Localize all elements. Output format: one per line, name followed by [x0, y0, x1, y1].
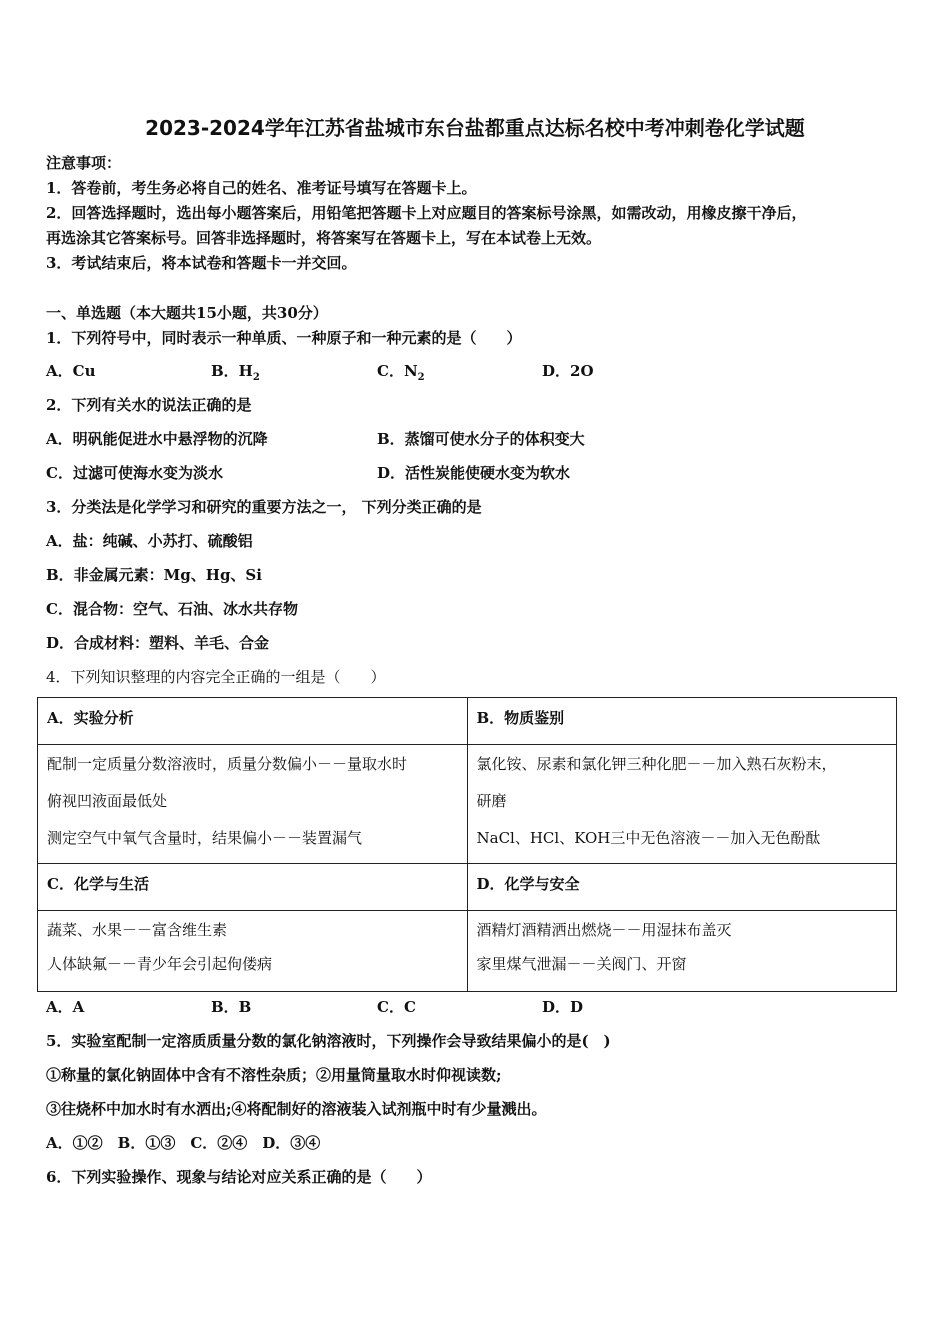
table-cell-d: [467, 911, 897, 992]
table-header-b: B．物质鉴别: [467, 698, 897, 745]
q2-option-a: A．明矾能促进水中悬浮物的沉降: [46, 430, 268, 448]
q5-statement-1: ①称量的氯化钠固体中含有不溶性杂质；②用量筒量取水时仰视读数;: [46, 1066, 502, 1084]
q2-option-b: B．蒸馏可使水分子的体积变大: [377, 430, 585, 448]
q2-option-c: C．过滤可使海水变为淡水: [46, 464, 223, 482]
table-header-a: A．实验分析: [38, 698, 468, 745]
note-3: 3．考试结束后，将本试卷和答题卡一并交回。: [46, 254, 357, 272]
note-2-cont: 再选涂其它答案标号。回答非选择题时，将答案写在答题卡上，写在本试卷上无效。: [46, 229, 602, 247]
q4-option-c: C．C: [377, 998, 416, 1016]
cell-a-line-1: 配制一定质量分数溶液时，质量分数偏小－－量取水时: [47, 755, 408, 773]
cell-d-line-2: 家里煤气泄漏－－关阀门、开窗: [476, 955, 687, 973]
question-1-stem: 1．下列符号中，同时表示一种单质、一种原子和一种元素的是（ ）: [46, 329, 522, 347]
q4-option-d: D．D: [542, 998, 584, 1016]
q3-option-d: D．合成材料：塑料、羊毛、合金: [46, 634, 270, 652]
page-title: 2023-2024学年江苏省盐城市东台盐都重点达标名校中考冲刺卷化学试题: [145, 116, 805, 140]
q3-option-c: C．混合物：空气、石油、冰水共存物: [46, 600, 298, 618]
table-header-d: D．化学与安全: [467, 864, 897, 911]
notes-heading: 注意事项：: [46, 154, 122, 172]
q1-option-b: B．$H_2$: [211, 362, 260, 383]
q2-option-d: D．活性炭能使硬水变为软水: [377, 464, 571, 482]
question-6-stem: 6．下列实验操作、现象与结论对应关系正确的是（ ）: [46, 1168, 432, 1186]
q3-option-a: A．盐：纯碱、小苏打、硫酸铝: [46, 532, 253, 550]
q4-option-b: B．B: [211, 998, 252, 1016]
q3-option-b: B．非金属元素：Mg、Hg、Si: [46, 566, 262, 584]
question-3-stem: 3．分类法是化学学习和研究的重要方法之一， 下列分类正确的是: [46, 498, 482, 516]
table-header-c: C．化学与生活: [38, 864, 468, 911]
table-cell-a: [38, 745, 468, 864]
cell-a-line-3: 测定空气中氧气含量时，结果偏小－－装置漏气: [47, 829, 363, 847]
q1-option-d: D．2O: [542, 362, 594, 380]
question-5-stem: 5．实验室配制一定溶质质量分数的氯化钠溶液时，下列操作会导致结果偏小的是( ): [46, 1032, 611, 1050]
cell-b-line-1: 氯化铵、尿素和氯化钾三种化肥－－加入熟石灰粉末，: [476, 755, 837, 773]
cell-a-line-2: 俯视凹液面最低处: [47, 792, 168, 810]
table-cell-c: [38, 911, 468, 992]
cell-d-line-1: 酒精灯酒精洒出燃烧－－用湿抹布盖灭: [476, 921, 732, 939]
cell-b-line-3: NaCl、HCl、KOH三中无色溶液－－加入无色酚酞: [476, 829, 821, 847]
cell-c-line-1: 蔬菜、水果－－富含维生素: [47, 921, 228, 939]
q1-option-c: C．$N_2$: [377, 362, 425, 383]
note-1: 1．答卷前，考生务必将自己的姓名、准考证号填写在答题卡上。: [46, 179, 477, 197]
cell-c-line-2: 人体缺氟－－青少年会引起佝偻病: [47, 955, 273, 973]
q4-option-a: A．A: [46, 998, 85, 1016]
question-4-stem: 4．下列知识整理的内容完全正确的一组是（ ）: [46, 668, 386, 686]
knowledge-table: [37, 697, 897, 992]
q5-options: A．①② B．①③ C．②④ D．③④: [46, 1134, 321, 1152]
table-cell-b: [467, 745, 897, 864]
section-heading: 一、单选题（本大题共15小题，共30分）: [46, 304, 328, 322]
note-2: 2．回答选择题时，选出每小题答案后，用铅笔把答题卡上对应题目的答案标号涂黑，如需改动，用橡皮擦干净后，: [46, 204, 807, 222]
q1-option-a: A．Cu: [46, 362, 96, 380]
question-2-stem: 2．下列有关水的说法正确的是: [46, 396, 252, 414]
q5-statement-2: ③往烧杯中加水时有水洒出;④将配制好的溶液装入试剂瓶中时有少量溅出。: [46, 1100, 547, 1118]
cell-b-line-2: 研磨: [476, 792, 507, 810]
